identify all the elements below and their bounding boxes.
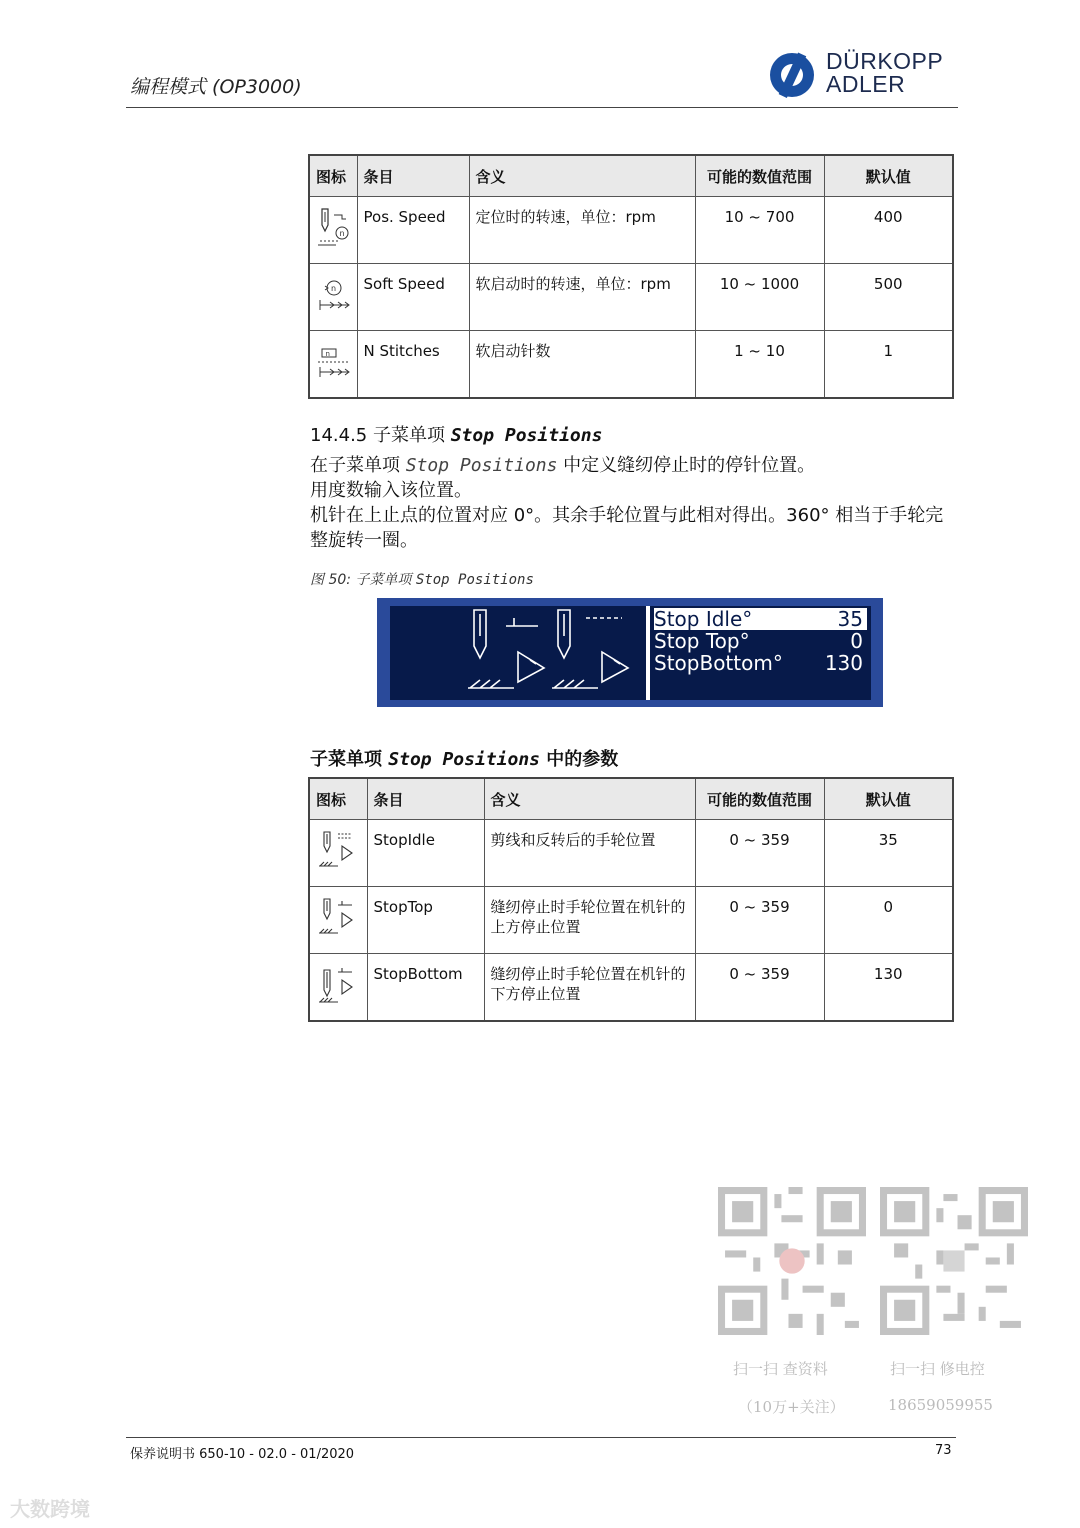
figure-caption-text: 图 50: 子菜单项 xyxy=(310,572,416,588)
col-meaning-header: 含义 xyxy=(469,155,695,197)
svg-text:n: n xyxy=(331,284,337,293)
paragraph-1-text-a: 在子菜单项 xyxy=(310,455,406,476)
display-row-value: 0 xyxy=(850,629,863,653)
row-range: 0 ~ 359 xyxy=(729,898,790,916)
footer-rule xyxy=(126,1437,956,1438)
svg-text:n: n xyxy=(339,229,345,238)
row-meaning: 缝纫停止时手轮位置在机针的上方停止位置 xyxy=(490,898,686,936)
row-range: 1 ~ 10 xyxy=(734,342,785,360)
row-meaning: 软启动时的转速，单位：rpm xyxy=(475,275,671,293)
section-heading-mono: Stop Positions xyxy=(450,425,603,446)
section-heading xyxy=(310,421,602,447)
n-stitches-icon xyxy=(312,337,352,383)
row-default: 0 xyxy=(883,898,894,916)
table-row xyxy=(309,954,953,1022)
col-meaning-header: 含义 xyxy=(484,778,695,820)
paragraph-3: 机针在上止点的位置对应 0°。其余手轮位置与此相对得出。360° 相当于手轮完整旋转一圈。 xyxy=(310,505,944,551)
row-default: 35 xyxy=(878,831,898,849)
display-row-label: Stop Idle° xyxy=(654,607,753,631)
control-panel-display xyxy=(377,598,883,707)
watermark-caption: 18659059955 xyxy=(888,1396,993,1414)
display-row-label: Stop Top° xyxy=(654,629,750,653)
params-heading-mono: Stop Positions xyxy=(388,749,540,770)
logo-line2: ADLER xyxy=(826,71,906,97)
row-default: 130 xyxy=(873,965,903,983)
row-item: StopBottom xyxy=(373,965,463,983)
logo-line1: DÜRKOPP xyxy=(826,48,944,74)
table-row xyxy=(309,887,953,954)
soft-speed-icon xyxy=(312,270,352,316)
col-default-header: 默认值 xyxy=(824,778,953,820)
speed-params-table xyxy=(308,154,954,399)
params-heading-text-a: 子菜单项 xyxy=(310,749,389,770)
row-default: 400 xyxy=(873,208,903,226)
params-heading-text-b: 中的参数 xyxy=(540,749,619,770)
col-item-header: 条目 xyxy=(357,155,469,197)
pos-speed-icon xyxy=(312,203,352,249)
params-heading xyxy=(310,745,618,771)
watermark-caption: 扫一扫 查资料 xyxy=(733,1360,828,1378)
qr-code-right xyxy=(880,1187,1028,1335)
row-range: 0 ~ 359 xyxy=(729,965,790,983)
table-header-row xyxy=(309,155,953,197)
footer-page-number: 73 xyxy=(935,1443,952,1458)
paragraph-1 xyxy=(310,453,950,478)
brand-logo-icon xyxy=(762,50,822,100)
section-body xyxy=(310,453,950,553)
table-row xyxy=(309,331,953,399)
row-meaning: 定位时的转速，单位：rpm xyxy=(475,208,656,226)
row-meaning: 剪线和反转后的手轮位置 xyxy=(490,831,656,849)
stop-positions-table xyxy=(308,777,954,1022)
table-row xyxy=(309,197,953,264)
header-rule xyxy=(126,107,958,108)
row-default: 500 xyxy=(873,275,903,293)
row-range: 10 ~ 1000 xyxy=(719,275,800,293)
stop-top-icon xyxy=(312,893,360,939)
needle-position-icons xyxy=(390,606,650,700)
brand-logo xyxy=(762,50,962,102)
row-meaning: 软启动针数 xyxy=(475,342,551,360)
display-row-stop-top[interactable] xyxy=(654,630,867,652)
paragraph-1-mono: Stop Positions xyxy=(405,455,558,476)
footer-doc-id: 保养说明书 650-10 - 02.0 - 01/2020 xyxy=(130,1447,355,1462)
col-range-header: 可能的数值范围 xyxy=(695,155,824,197)
row-default: 1 xyxy=(883,342,894,360)
watermark-caption: （10万+关注） xyxy=(738,1398,845,1416)
brand-watermark: 大数跨境 xyxy=(10,1497,90,1521)
row-item: Soft Speed xyxy=(363,275,445,293)
display-row-value: 35 xyxy=(837,607,863,631)
col-default-header: 默认值 xyxy=(824,155,953,197)
header-title: 编程模式 (OP3000) xyxy=(130,76,302,98)
col-item-header: 条目 xyxy=(367,778,484,820)
table-header-row xyxy=(309,778,953,820)
row-range: 0 ~ 359 xyxy=(729,831,790,849)
svg-text:n: n xyxy=(325,350,330,358)
paragraph-2: 用度数输入该位置。 xyxy=(310,480,472,501)
display-screen xyxy=(390,606,871,700)
display-row-label: StopBottom° xyxy=(654,651,783,675)
figure-caption-mono: Stop Positions xyxy=(415,572,534,588)
section-heading-text: 14.4.5 子菜单项 xyxy=(310,425,451,446)
display-row-stop-bottom[interactable] xyxy=(654,652,867,674)
col-range-header: 可能的数值范围 xyxy=(695,778,824,820)
watermark-caption: 扫一扫 修电控 xyxy=(890,1360,985,1378)
row-range: 10 ~ 700 xyxy=(724,208,795,226)
row-meaning: 缝纫停止时手轮位置在机针的下方停止位置 xyxy=(490,965,686,1003)
table-row xyxy=(309,820,953,887)
paragraph-1-text-b: 中定义缝纫停止时的停针位置。 xyxy=(557,455,816,476)
row-item: N Stitches xyxy=(363,342,440,360)
figure-caption xyxy=(310,569,534,589)
qr-code-left xyxy=(718,1187,866,1335)
col-icon-header: 图标 xyxy=(309,155,357,197)
table-row xyxy=(309,264,953,331)
stop-idle-icon xyxy=(312,826,360,872)
display-row-stop-idle[interactable] xyxy=(654,608,867,630)
row-item: Pos. Speed xyxy=(363,208,446,226)
display-row-value: 130 xyxy=(824,651,863,675)
stop-bottom-icon xyxy=(312,960,360,1006)
col-icon-header: 图标 xyxy=(309,778,367,820)
row-item: StopIdle xyxy=(373,831,435,849)
row-item: StopTop xyxy=(373,898,433,916)
